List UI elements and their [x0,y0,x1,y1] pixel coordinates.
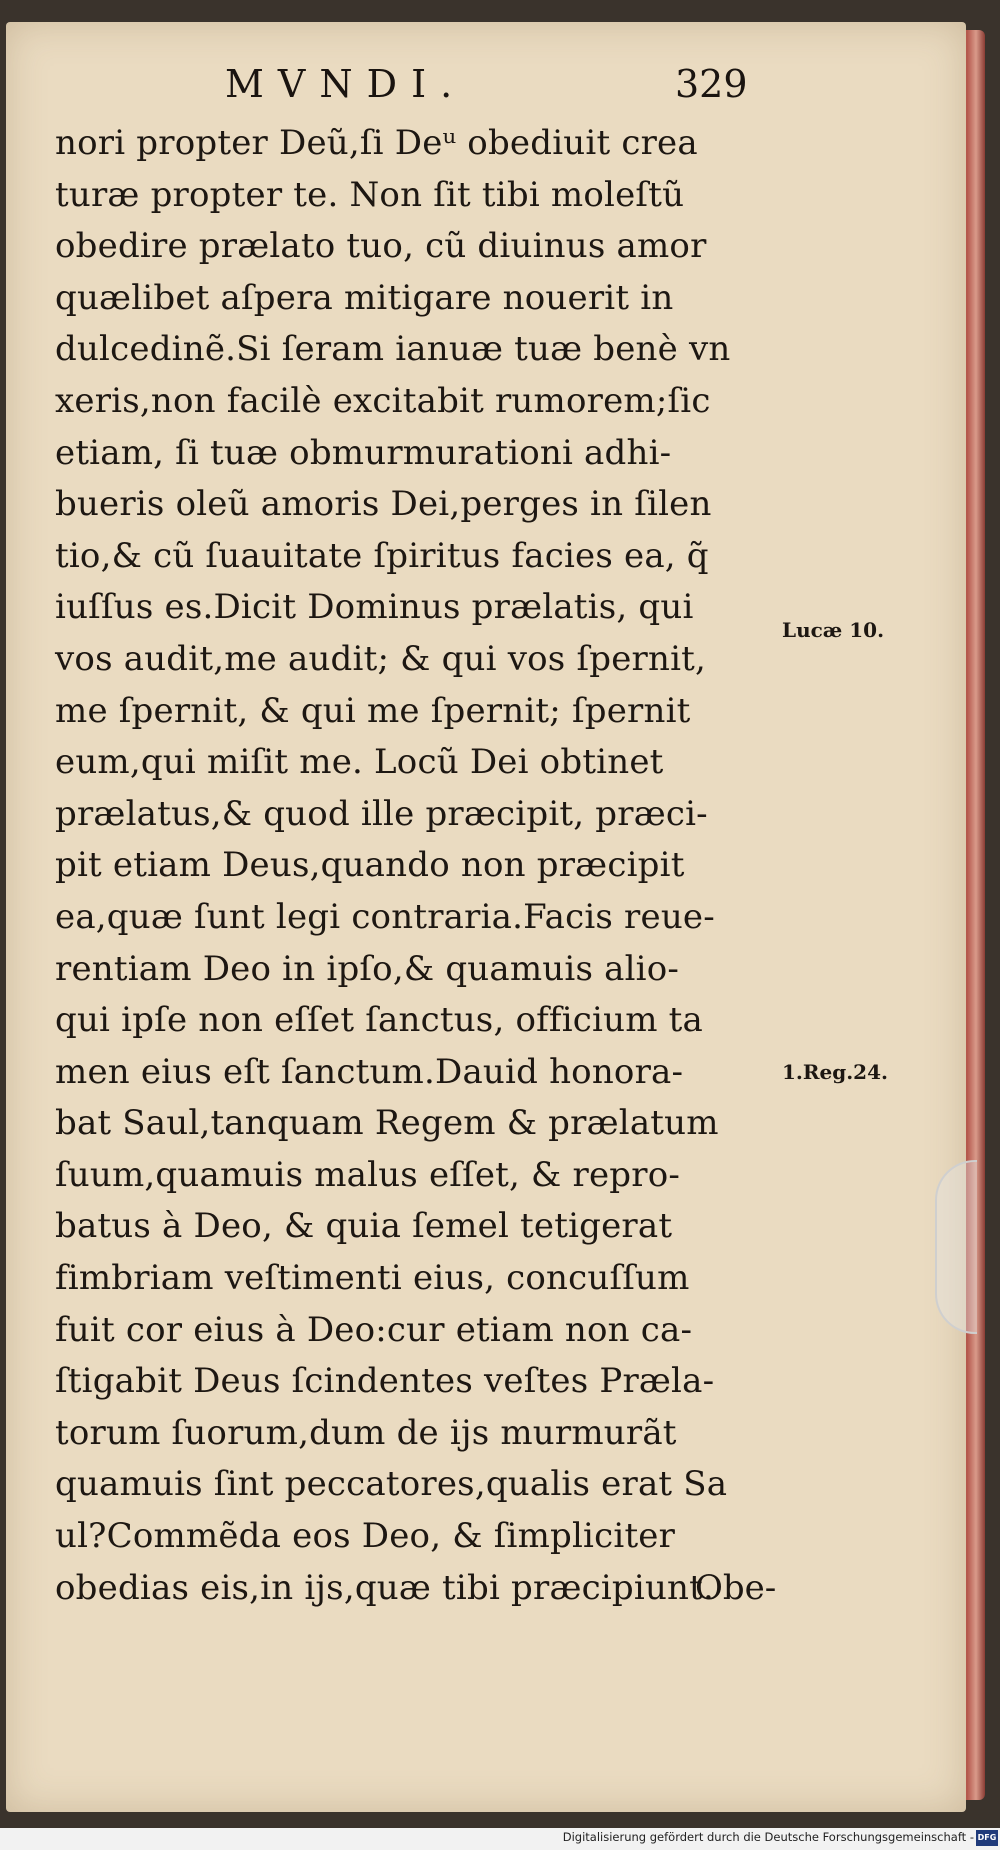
text-line: men eius eſt ſanctum.Dauid honora- [55,1051,684,1092]
text-line: tio,& cũ ſuauitate ſpiritus facies ea, q̃ [55,535,709,576]
running-head [60,62,760,122]
text-line: ſtigabit Deus ſcindentes veſtes Præla- [55,1361,715,1402]
text-line: quamuis ſint peccatores,qualis erat Sa [55,1464,728,1505]
text-line: bueris oleũ amoris Dei,perges in ſilen [55,484,712,525]
text-line: dulcedinẽ.Si ſeram ianuæ tuæ benè vn [55,329,731,370]
text-line: fimbriam veſtimenti eius, concuſſum [55,1258,690,1299]
text-line: ſuum,quamuis malus eſſet, & repro- [55,1154,681,1195]
text-line: obedire prælato tuo, cũ diuinus amor [55,226,707,267]
margin-note-lucae: Lucæ 10. [782,618,885,642]
text-line: batus à Deo, & quia ſemel tetigerat [55,1206,673,1247]
text-line: ul?Commẽda eos Deo, & ſimpliciter [55,1516,676,1557]
page-number: 329 [675,62,748,106]
text-line: etiam, ſi tuæ obmurmurationi adhi- [55,432,672,473]
body-text [55,118,785,1614]
text-line: pit etiam Deus,quando non præcipit [55,845,685,886]
text-line: iuſſus es.Dicit Dominus prælatis, qui [55,587,694,628]
text-line: xeris,non facilè excitabit rumorem;ſic [55,380,711,421]
text-line: fuit cor eius à Deo:cur etiam non ca- [55,1309,693,1350]
text-line: vos audit,me audit; & qui vos ſpernit, [55,638,707,679]
text-line: me ſpernit, & qui me ſpernit; ſpernit [55,690,691,731]
footer-bar [0,1828,1000,1850]
text-line: bat Saul,tanquam Regem & prælatum [55,1103,719,1144]
margin-note-reg: 1.Reg.24. [782,1060,888,1084]
text-line: quælibet aſpera mitigare nouerit in [55,277,674,318]
catchword: Obe- [695,1568,777,1608]
text-line: ea,quæ ſunt legi contraria.Facis reue- [55,896,715,937]
dfg-logo: DFG [976,1830,998,1846]
text-line: rentiam Deo in ipſo,& quamuis alio- [55,948,680,989]
text-line: obedias eis,in ijs,quæ tibi præcipiunt. [55,1567,715,1608]
page-tab-mark [935,1160,977,1334]
text-line: qui ipſe non eſſet ſanctus, officium ta [55,1000,703,1041]
funding-credit: Digitalisierung gefördert durch die Deutsche Forschungsgemeinschaft - [562,1830,974,1844]
text-line: torum ſuorum,dum de ijs murmurãt [55,1412,677,1453]
running-head-title: MVNDI. [225,62,467,106]
text-line: prælatus,& quod ille præcipit, præci- [55,793,708,834]
text-line: eum,qui miſit me. Locũ Dei obtinet [55,742,664,783]
text-line: turæ propter te. Non ſit tibi moleſtũ [55,174,685,215]
text-line: nori propter Deũ,ſi Deᵘ obediuit crea [55,123,698,163]
